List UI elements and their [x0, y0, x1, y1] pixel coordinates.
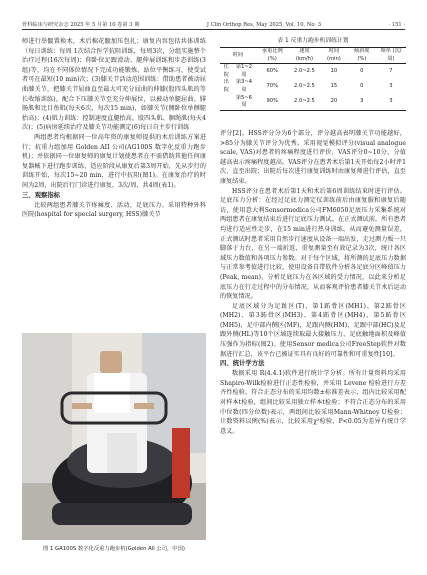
training-plan-table [220, 47, 406, 111]
table-cell: 3 [376, 95, 406, 111]
right-paragraph-4: 数据采用 R(4.4.1)软件进行统计学分析。所有计量资料均采用Shapiro-Wilk检验进行正态性检验，并采用 Levene 检验进行方差齐性检验。符合正态分布的采用均数±标准差表示，组内比较采用配对样本t检验，组间比较采用独立样本t检验；不符合正态分布的采用中位数(四分位数)表示，两组间比较采用Mann-Whitney U检验；计数资料以例(%)表示，比较采用χ²检验，P<0.05为差异有统计学意义。 [220, 370, 406, 435]
table-cell: 15 [330, 83, 338, 90]
table-row [220, 64, 406, 80]
table-cell: 3 [389, 83, 393, 90]
table-header-time: 时间 [220, 48, 256, 64]
journal-name-cn: 骨科临床与研究杂志 2025 年 5 月第 10 卷第 3 期 [22, 22, 140, 28]
left-paragraph-3: 比较两组患者膝关节疼痛度、活动、足底压力。采用特种外科医院(hospital for special surgery, HSS)膝关节 [22, 201, 206, 219]
left-paragraph-1: 师进行举髋置换术，术后棉花髋加压包扎；康复内容包括共体训练（每日训练：每周 1次结合医学抗阻训练，每周3次，分组实施整个治疗过程(16次每周)；仰卧位足跟滑动、腿伸展训练和步态训练(3组)等，均在不同体位情况下完成功能锻炼、站位平衡练习，使受试者可在最短(10 min)次；(3)膝关节活动范围训练：借助患者被动屈曲膝关节，把膝关节屈曲直至最大可充分屈曲的伸膝(股四头肌的等长收缩训练)，配合下压膝关节至充分伸展位，以被动单腿屈曲、腓肠肌和比目鱼肌(每天6次，每次15 min)，如膝关节(侧卧位单侧腿抬高)；(4)肌力训练：控制速度直腿抬高，股四头肌、腘绳肌(每天4次)；(5)病房延续治疗及膝关节功能测定(6)每日自主步行训练 [22, 38, 206, 132]
table-cell: 2.0~2.5 [294, 83, 315, 90]
table-row [220, 79, 406, 94]
left-column [22, 37, 206, 220]
running-header [22, 14, 405, 28]
training-plan-table-block [220, 37, 406, 111]
right-paragraph-2: HSS评分在患者术后第1天和术后第6周训练结束时进行评估。足底压力分析：在经过足底力测定仪训练前后由康复服和康复后随访，使用意大利Sensormedica公司FM6050足底压力采集系统对两组患者在康复结束后进行足底压力测试。在正式测试前，所有患者均进行适应性走步，在15 min进行热身训练，从而避免测量误差，正式测试时患者采用自然步行速度从设备一端出发，走过测力板一只脚落于力台，在另一端折返，重复测量至有效记录为3次，统计各区域压力数值和各项压力参数。对于每个区域，将所测的足底压力数据与正常参考值进行比较，使用设备自带软件分析各足底分区峰值压力(Peak, mean)，分析足底压力在各区域的受力情况，以此来分析足底压力在行走过程中的分布情况，从而客观评价患者膝关节术后运动的恢复情况。 [220, 187, 406, 301]
table-header-incline: 倾斜度 (%) [348, 48, 376, 64]
journal-name-en: J Clin Orthop Res, May 2025, Vol. 10, No. 3 [206, 22, 321, 28]
right-paragraph-1: 评分[2]。HSS评分分为6个部分，评分越高表明膝关节功能越好，>85分为膝关节评分为优秀。采用视觉模拟评分(visual analogue scale, VAS)对患者的疼痛程度进行评价，VAS评分0~10分，分值越高表示疼痛程度越高。VAS评分在患者术后第1天开始每2小时评1次，直至出院；出院后每次进行康复训练时由康复师进行评估，直至康复结束。 [220, 130, 406, 185]
page-number: · 151 · [388, 22, 405, 28]
table-cell: 10 [330, 67, 338, 74]
table-cell: 出院 [223, 79, 229, 93]
header-rule [22, 29, 405, 30]
table-cell: 3 [348, 95, 376, 111]
table-cell: 0 [360, 83, 364, 90]
table-cell: 第1~2周 [235, 64, 253, 78]
right-paragraph-3: 足底区域分为足趾区(T)、第1跖骨区(MH1)、第2跖骨区(MH2)、第3跖骨区(MH3)、第4跖骨区(MH4)、第5跖骨区(MH5)，足中部内侧区(MF)，足跟内侧(HM)，足跟中部(HC)及足跟外侧(HL)等10个区域连续取最大接触压力、足底触地面积及峰值压强作为指标(图2)。使用Sensor medica公司FreeStep软件对数据进行汇总，该平台已被证实具有良好的可靠性和可重复性[10]。 [220, 302, 406, 358]
section-heading-statistics: 四、统计学方法 [220, 360, 265, 368]
treadmill-photo [22, 333, 206, 540]
table-cell: 7 [389, 67, 393, 74]
table-cell: 第3~4周 [235, 79, 253, 93]
table-cell: 第5~6周 [232, 95, 255, 111]
table-cell [220, 95, 232, 111]
table-cell: 60% [266, 67, 279, 74]
table-cell: 20 [320, 95, 348, 111]
table-cell: 2.0~2.5 [289, 95, 320, 111]
table-cell: 2.0~2.5 [294, 67, 315, 74]
table-header-weight: 承重比例 (%) [256, 48, 289, 64]
table-cell: 0 [360, 67, 364, 74]
table-header-frequency: 频率 (次/周) [376, 48, 406, 64]
section-heading-observation: 三、观察指标 [22, 191, 61, 199]
table-cell: 70% [266, 83, 279, 90]
table-row [220, 95, 406, 111]
table-cell: 住院 [223, 64, 229, 78]
table-header-duration: 时间 (min) [320, 48, 348, 64]
table-header-speed: 速度 (km/h) [289, 48, 320, 64]
treadmill-illustration [22, 333, 206, 540]
left-paragraph-2: 两组患者均根据同一位高年资的康复师提供的术后训练方案进行；抗重力组加用 Golden AII 公司(AG100S 数字化反重力跑步机)；并依据同一位康复师的康复计划使患者在不需借助其他任何康复器械下进行跑步训练，适应阶段从康复后第3周开始，先从步行的训练开始，每次15~20 min，进行中抗阻(图1)。在康复治疗的时间为2周，出院后行门诊进行康复，3次/周，共4周(表1)。 [22, 133, 206, 189]
table-cell: 90% [256, 95, 289, 111]
table-caption: 表 1 反重力跑步机训练计划 [277, 38, 349, 44]
figure-caption: 图 1 GA100S 数字化反重力跑步机(Golden All 公司，中国) [43, 546, 185, 552]
right-column [220, 129, 406, 436]
